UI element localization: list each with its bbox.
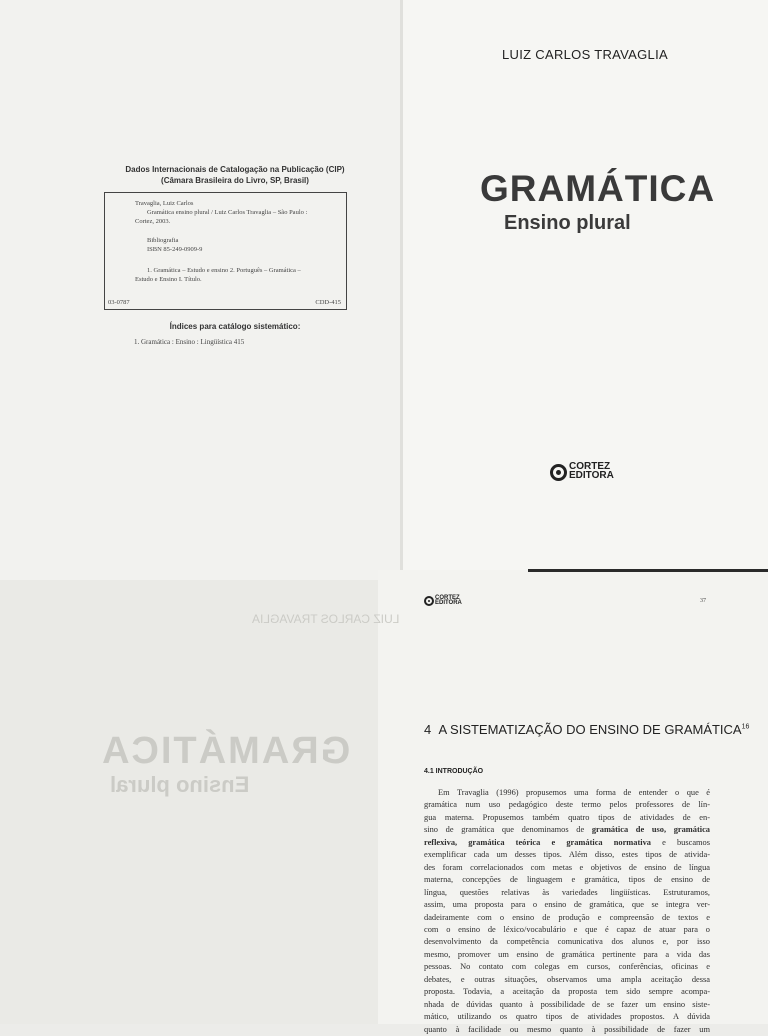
author-name: LUIZ CARLOS TRAVAGLIA xyxy=(502,47,668,62)
body-paragraph xyxy=(424,787,710,1036)
body-line: quanto à facilidade ou mesmo quanto à possibilidade de fazer um xyxy=(424,1024,710,1034)
publisher-logo-icon xyxy=(550,464,567,481)
back-page xyxy=(0,580,378,1024)
body-line: nhada de dúvidas quanto à possibilidade de se fazer um ensino siste- xyxy=(424,999,710,1009)
cip-line: Travaglia, Luiz Carlos xyxy=(135,200,194,207)
header-rule xyxy=(528,569,768,572)
chapter-title: A SISTEMATIZAÇÃO DO ENSINO DE GRAMÁTICA xyxy=(438,722,742,737)
index-heading: Índices para catálogo sistemático: xyxy=(169,322,301,331)
body-line: dadeiramente com o ensino de produção e compreensão de textos e xyxy=(424,912,710,922)
body-line: desenvolvimento da competência comunicativa dos alunos e, por isso xyxy=(424,937,710,947)
book-title: GRAMÁTICA xyxy=(480,168,716,209)
chapter-heading xyxy=(424,722,749,737)
show-through-title: GRAMÁTICA xyxy=(100,730,351,772)
index-item: 1. Gramática : Ensino : Lingüística 415 xyxy=(134,338,245,346)
publisher-logo-icon xyxy=(424,596,434,606)
cip-heading xyxy=(110,164,360,186)
body-line: gramática num uso pedagógico deste termo pelos professores de lín- xyxy=(424,800,710,810)
cip-heading-line: Dados Internacionais de Catalogação na Publicação (CIP) xyxy=(125,165,345,174)
publisher-logo xyxy=(550,462,620,486)
body-line: materna, concepções de linguagem e gramática, tipos de ensino de xyxy=(424,875,710,885)
body-line: pessoas. No contato com colegas em cursos, conferências, oficinas e xyxy=(424,962,710,972)
body-line: debates, e outras situações, observamos uma ampla aceitação dessa xyxy=(424,974,710,984)
body-line: mático, utilizando os quatro tipos de atividades propostos. A dúvida xyxy=(424,1012,710,1022)
body-line: exemplificar cada um desses tipos. Além disso, estes tipos de ativida- xyxy=(424,850,710,860)
cip-line: Bibliografia xyxy=(147,237,179,244)
cip-heading-line: (Câmara Brasileira do Livro, SP, Brasil) xyxy=(161,176,309,185)
cip-line: ISBN 85-249-0909-9 xyxy=(147,246,203,253)
body-line: Em Travaglia (1996) propusemos uma forma de entender o que é xyxy=(438,788,710,797)
body-line: língua, questões relativas às variedades lingüísticas. Estruturamos, xyxy=(424,887,710,897)
page-gutter xyxy=(400,0,403,580)
footnote-marker: 16 xyxy=(741,723,750,731)
cip-control-number: 03-0787 xyxy=(108,299,130,306)
body-line: proposta. Todavia, a aceitação da proposta tem sido sempre acompa- xyxy=(424,987,710,997)
cip-catalog-card xyxy=(104,192,347,310)
body-line: sino de gramática que denominamos de gramática de uso, gramática xyxy=(424,825,710,835)
page-number: 37 xyxy=(700,598,706,604)
body-line: gua materna. Propusemos também quatro tipos de atividades de en- xyxy=(424,812,710,822)
running-head-logo xyxy=(424,596,464,608)
title-page xyxy=(402,0,768,580)
section-heading: 4.1 INTRODUÇÃO xyxy=(424,768,484,775)
publisher-logo-text: CORTEZ EDITORA xyxy=(569,461,614,481)
show-through-author: LUIZ CARLOS TRAVAGLIA xyxy=(252,612,400,626)
body-line: assim, uma proposta para o ensino de gramática, que se integra ver- xyxy=(424,900,710,910)
chapter-number: 4 xyxy=(424,722,432,737)
cip-cdd-number: CDD-415 xyxy=(315,299,341,306)
publisher-logo-text: CORTEZ EDITORA xyxy=(435,595,462,606)
show-through-subtitle: Ensino plural xyxy=(110,772,250,797)
cip-line: Cortez, 2003. xyxy=(135,218,171,225)
body-line: reflexiva, gramática teórica e gramática normativa e buscamos xyxy=(424,837,711,847)
book-subtitle: Ensino plural xyxy=(504,212,631,234)
body-line: des foram correlacionados com metas e objetivos de ensino de língua xyxy=(424,862,710,872)
cip-line: 1. Gramática – Estudo e ensino 2. Português – Gramática – xyxy=(147,267,301,274)
body-line: mesmo, promover um ensino de gramática pertinente para a vida das xyxy=(424,949,710,959)
cip-line: Estudo e Ensino I. Título. xyxy=(135,276,202,283)
cip-line: Gramática ensino plural / Luiz Carlos Travaglia – São Paulo : xyxy=(147,209,308,216)
body-line: com o ensino de léxico/vocabulário e que é capaz de atuar para o xyxy=(424,924,710,934)
